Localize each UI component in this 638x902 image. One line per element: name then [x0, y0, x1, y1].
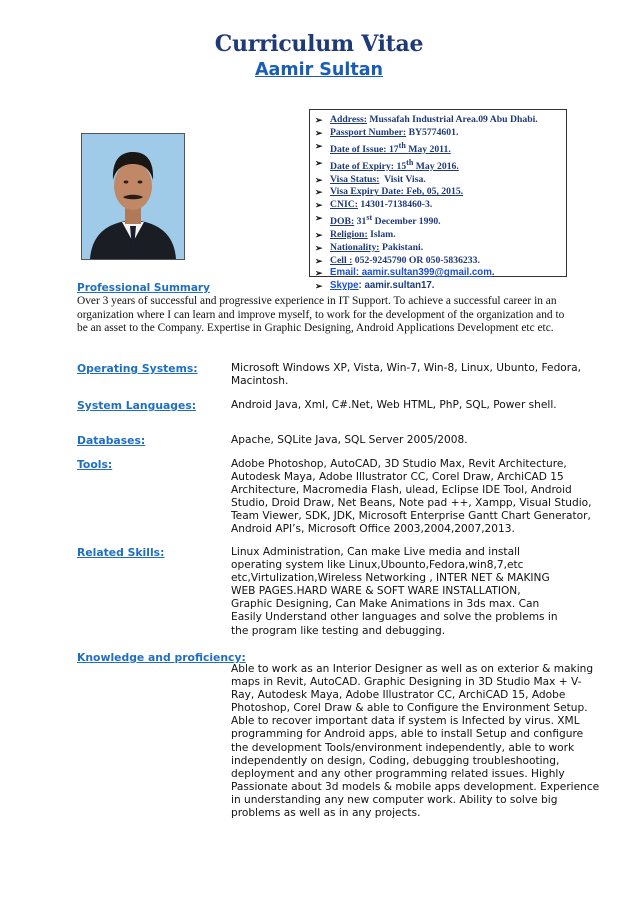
professional-summary-text: Over 3 years of successful and progressive experience in IT Support. To achieve a successful career in an organization where I can learn and improve myself, to work for the development of the organization and to be an asset to the Company. Expertise in Graphic Designing, Android Applications Development etc etc.	[77, 295, 565, 335]
info-sup: th	[398, 140, 406, 150]
bullet-arrow-icon: ➢	[315, 140, 323, 151]
info-cnic	[313, 199, 566, 212]
info-label: Email:	[330, 267, 360, 279]
bullet-arrow-icon: ➢	[315, 115, 323, 125]
info-religion	[313, 229, 566, 242]
info-label: Address:	[330, 114, 367, 125]
info-nationality	[313, 242, 566, 255]
info-value: 052-9245790 OR 050-5836233.	[354, 254, 480, 266]
info-value: Pakistani.	[381, 241, 424, 253]
professional-summary-heading: Professional Summary	[77, 282, 210, 294]
info-value: 15	[396, 160, 407, 172]
info-suffix: .	[491, 267, 495, 279]
bullet-arrow-icon: ➢	[315, 213, 323, 224]
info-label: Date of Expiry:	[330, 160, 395, 172]
bullet-arrow-icon: ➢	[315, 127, 323, 138]
tools-text: Adobe Photoshop, AutoCAD, 3D Studio Max, Revit Architecture, Autodesk Maya, Adobe Illustrator CC, Corel Draw, ArchiCAD 15 Architecture, Macromedia Flash, ulead, Eclipse IDE Tool, Android Studio, Droid Draw, Net Beans, Note pad ++, Xampp, Visual Studio, Team Viewer, SDK, JDK, Microsoft Enterprise Gantt Chart Generator, Android API’s, Microsoft Office 2003,2004,2007,2013.	[231, 458, 592, 536]
info-sup: st	[366, 213, 373, 223]
info-value: 14301-7138460-3.	[360, 199, 433, 211]
bullet-arrow-icon: ➢	[315, 200, 323, 211]
info-label-group	[330, 157, 459, 172]
document-title: Curriculum Vitae	[214, 31, 424, 57]
info-value: 31	[356, 216, 367, 228]
info-value: : aamir.sultan17.	[358, 280, 435, 292]
info-label: Visa Status:	[330, 173, 380, 185]
info-label: CNIC:	[330, 199, 358, 211]
bullet-arrow-icon: ➢	[315, 281, 323, 292]
databases-label: Databases:	[77, 434, 146, 447]
info-label: Religion:	[330, 229, 368, 241]
system-languages-text: Android Java, Xml, C#.Net, Web HTML, PhP, SQL, Power shell.	[231, 399, 557, 411]
info-label: Date of Issue:	[330, 143, 387, 155]
profile-photo	[81, 133, 185, 260]
info-value: Mussafah Industrial Area.09 Abu Dhabi.	[369, 114, 538, 125]
info-value: May 2011.	[408, 143, 451, 155]
operating-systems-text: Microsoft Windows XP, Vista, Win-7, Win-8, Linux, Ubunto, Fedora, Macintosh.	[231, 362, 581, 388]
info-value: May 2016.	[415, 160, 459, 172]
system-languages-label: System Languages:	[77, 399, 197, 412]
info-label: Cell :	[330, 254, 353, 266]
info-label-group	[330, 140, 451, 155]
info-cell	[313, 255, 566, 268]
info-date-of-issue	[313, 140, 566, 157]
profile-photo-image	[82, 134, 184, 259]
databases-text: Apache, SQLite Java, SQL Server 2005/2008.	[231, 434, 468, 446]
bullet-arrow-icon: ➢	[315, 157, 323, 168]
info-visa-status	[313, 174, 566, 187]
personal-info-box	[309, 109, 567, 292]
bullet-arrow-icon: ➢	[315, 242, 323, 253]
knowledge-proficiency-label: Knowledge and proficiency:	[77, 651, 246, 664]
bullet-arrow-icon: ➢	[315, 230, 323, 241]
info-date-of-expiry	[313, 157, 566, 174]
bullet-arrow-icon: ➢	[315, 268, 323, 279]
bullet-arrow-icon: ➢	[315, 187, 323, 198]
info-passport	[313, 127, 566, 140]
info-value: BY5774601.	[408, 126, 459, 138]
info-address	[313, 114, 566, 127]
knowledge-proficiency-text: Able to work as an Interior Designer as well as on exterior & making maps in Revit, AutoCAD. Graphic Designing in 3D Studio Max + V-Ray, Autodesk Maya, Adobe Illustrator CC, ArchiCAD 15, Adobe Photoshop, Corel Draw & able to Configure the Environment Setup. Able to recover important data if system is Infected by virus. XML programming for Android apps, able to install Setup and configure the development Tools/environment independently, able to work independently on design, Coding, debugging troubleshooting, deployment and any other programming related issues. Highly Passionate about 3d models & mobile apps development. Experience in understanding any new computer work. Ability to solve big problems as well as in any projects.	[231, 663, 600, 820]
tools-label: Tools:	[77, 458, 113, 471]
info-sup: th	[406, 157, 414, 167]
related-skills-text: Linux Administration, Can make Live media and install operating system like Linux,Ubounto,Fedora,win8,7,etc etc,Virtulization,Wireless Networking , INTER NET & MAKING WEB PAGES.HARD WARE & SOFT WARE INSTALLATION, Graphic Designing, Can Make Animations in 3ds max. Can Easily Understand other languages and solve the problems in the program like testing and debugging.	[231, 546, 558, 637]
email-link[interactable]: aamir.sultan399@gmail.com	[361, 267, 492, 279]
info-value: Visit Visa.	[384, 173, 426, 185]
info-value: 17	[388, 143, 399, 155]
candidate-name-text: Aamir Sultan	[254, 60, 383, 80]
info-value: Islam.	[370, 229, 396, 241]
operating-systems-label: Operating Systems:	[77, 362, 198, 375]
info-skype	[313, 280, 566, 293]
info-value: December 1990.	[374, 216, 441, 228]
info-dob	[313, 212, 566, 229]
info-email	[313, 267, 566, 280]
info-label: Visa Expiry Date: Feb, 05, 2015.	[330, 186, 464, 198]
info-label: Nationality:	[330, 241, 380, 253]
info-label: DOB:	[330, 216, 355, 228]
bullet-arrow-icon: ➢	[315, 255, 323, 266]
info-label: Skype	[330, 280, 359, 292]
info-visa-expiry	[313, 186, 566, 199]
candidate-name	[0, 60, 638, 80]
bullet-arrow-icon: ➢	[315, 174, 323, 185]
related-skills-label: Related Skills:	[77, 546, 165, 559]
info-label: Passport Number:	[330, 126, 407, 138]
